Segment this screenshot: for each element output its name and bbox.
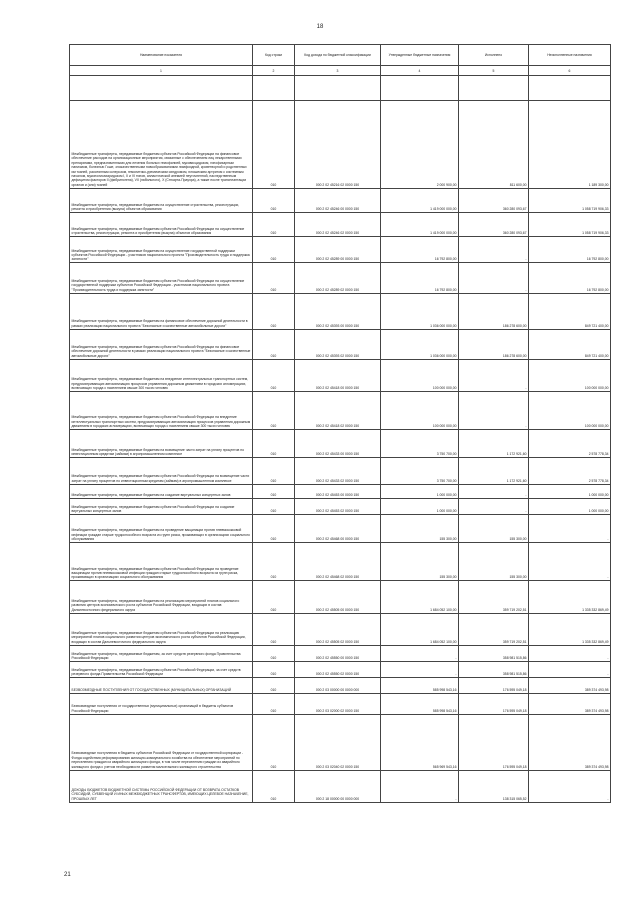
row-approved: 1 684 052 100,00 [381,581,459,613]
row-kbk: 000 2 02 45418 02 0000 150 [295,392,381,430]
row-executed: - [459,237,529,263]
row-approved: - [381,661,459,677]
row-kbk: 000 2 02 45433 02 0000 150 [295,458,381,484]
row-name: ДОХОДЫ БЮДЖЕТОВ БЮДЖЕТНОЙ СИСТЕМЫ РОССИЙСКОЙ ФЕДЕРАЦИИ ОТ ВОЗВРАТА ОСТАТКОВ СУБСИДИЙ, СУБВЕНЦИЙ И ИНЫХ МЕЖБЮДЖЕТНЫХ ТРАНСФЕРТОВ, ИМЕЮЩИХ ЦЕЛЕВОЕ НАЗНАЧЕНИЕ, ПРОШЛЫХ ЛЕТ [70,770,253,802]
row-kbk: 000 2 02 45505 02 0000 150 [295,613,381,645]
row-kbk: 000 2 03 00000 00 0000 000 [295,678,381,694]
row-executed: 360 280 093,67 [459,188,529,212]
row-name: Межбюджетные трансферты, передаваемые бюджетам субъектов Российской Федерации на реализацию мероприятий планов социального развития центров экономического роста субъектов Российской Федерации, входящих в состав Дальневосточного федерального округа [70,613,253,645]
row-code: 010 [253,212,295,236]
row-kbk: 000 2 02 45418 00 0000 150 [295,359,381,391]
row-approved: 1 000 000,00 [381,484,459,498]
row-kbk: 000 2 02 45246 02 0000 150 [295,212,381,236]
row-kbk: 000 2 02 45550 02 0000 150 [295,661,381,677]
row-remaining: 849 721 400,00 [529,293,611,329]
row-kbk: 000 2 02 45505 00 0000 150 [295,581,381,613]
table-row [70,645,611,661]
row-remaining: 1 000 000,00 [529,498,611,514]
row-remaining: 100 000 000,00 [529,392,611,430]
row-kbk: 000 2 18 00000 00 0000 000 [295,770,381,802]
row-approved: 100 000 000,00 [381,359,459,391]
row-approved: 1 419 000 000,00 [381,188,459,212]
row-remaining: 2 578 778,34 [529,430,611,458]
row-kbk: 000 2 02 45433 00 0000 150 [295,430,381,458]
row-code: 010 [253,100,295,188]
row-name: Безвозмездные поступления от государственных (муниципальных) организаций в бюджеты субъектов Российской Федерации [70,694,253,714]
row-kbk: 000 2 02 45468 02 0000 150 [295,543,381,581]
row-remaining: 100 000 000,00 [529,359,611,391]
row-code: 010 [253,498,295,514]
row-name: Межбюджетные трансферты, передаваемые бюджетам субъектов Российской Федерации на финансовое обеспечение дорожной деятельности в рамках реализации национального проекта "Безопасные и качественные автомобильные дороги" [70,329,253,359]
row-executed: 186 278 600,00 [459,329,529,359]
row-name: Межбюджетные трансферты, передаваемые бюджетам на возмещение части затрат на уплату процентов по инвестиционным кредитам (займам) в агропромышленном комплексе [70,430,253,458]
header-kbk: Код дохода по бюджетной классификации [295,45,381,66]
row-remaining: 16 792 800,00 [529,263,611,293]
row-code: 010 [253,613,295,645]
row-kbk: 000 2 02 45468 00 0000 150 [295,515,381,543]
row-executed: 1 172 921,60 [459,430,529,458]
row-remaining: 1 000 000,00 [529,484,611,498]
table-row [70,430,611,458]
row-remaining: 16 792 800,00 [529,237,611,263]
column-number: 2 [253,66,295,76]
table-row [70,714,611,770]
row-approved: 585 998 543,16 [381,694,459,714]
row-approved: 155 300,00 [381,543,459,581]
row-executed: 1 172 921,60 [459,458,529,484]
row-approved: 1 036 000 000,00 [381,329,459,359]
table-row [70,237,611,263]
row-executed: 176 595 049,18 [459,678,529,694]
row-code: 010 [253,237,295,263]
row-remaining: 389 374 493,98 [529,714,611,770]
row-approved: 1 036 000 000,00 [381,293,459,329]
row-name: Межбюджетные трансферты, передаваемые бюджетам субъектов Российской Федерации на проведение вакцинации против пневмококковой инфекции граждан старше трудоспособного возраста из групп риска, проживающих в организациях социального обслуживания [70,543,253,581]
header-row [70,45,611,66]
row-remaining: - [529,770,611,802]
row-remaining: 389 374 493,98 [529,678,611,694]
page-number: 18 [316,24,324,30]
row-code: 010 [253,188,295,212]
header-code: Код строки [253,45,295,66]
row-kbk: 000 2 02 45289 02 0000 150 [295,263,381,293]
row-executed: 176 595 049,18 [459,714,529,770]
row-executed: - [459,484,529,498]
row-code: 010 [253,770,295,802]
table-row [70,329,611,359]
row-executed: 811 600,00 [459,100,529,188]
column-number: 3 [295,66,381,76]
row-remaining: - [529,543,611,581]
table-row [70,263,611,293]
row-remaining: 2 578 778,34 [529,458,611,484]
column-number: 6 [529,66,611,76]
table-row [70,543,611,581]
row-name: Межбюджетные трансферты, передаваемые бюджетам на реализацию мероприятий планов социального развития центров экономического роста субъектов Российской Федерации, входящих в состав Дальневосточного федерального округа [70,581,253,613]
row-name: Межбюджетные трансферты, передаваемые бюджетам на осуществление строительства, реконструкции, ремонта и приобретения (выкупа) объектов образования [70,188,253,212]
row-approved: 16 792 800,00 [381,237,459,263]
table-row [70,293,611,329]
row-approved: 3 750 700,00 [381,430,459,458]
row-remaining: 849 721 400,00 [529,329,611,359]
row-executed: 176 595 049,18 [459,694,529,714]
row-code: 010 [253,263,295,293]
row-code: 010 [253,714,295,770]
row-approved: 100 000 000,00 [381,392,459,430]
row-executed: 155 300,00 [459,543,529,581]
row-remaining: 1 058 719 906,33 [529,188,611,212]
row-code: 010 [253,678,295,694]
row-kbk: 000 2 02 45550 00 0000 150 [295,645,381,661]
row-approved: 3 750 700,00 [381,458,459,484]
column-number-row [70,66,611,76]
table-row [70,458,611,484]
row-kbk: 000 2 02 45246 00 0000 150 [295,188,381,212]
row-executed: - [459,359,529,391]
row-executed: 358 981 515,86 [459,661,529,677]
row-kbk: 000 2 02 45453 00 0000 150 [295,484,381,498]
row-code: 010 [253,581,295,613]
row-kbk: 000 2 02 45393 00 0000 150 [295,293,381,329]
row-executed: 155 300,00 [459,515,529,543]
row-name: Межбюджетные трансферты, передаваемые бюджетам субъектов Российской Федерации на внедрение интеллектуальных транспортных систем, предусматривающих автоматизацию процессов управления дорожным движением в городских агломерациях, включающих города с населением свыше 300 тысяч человек [70,392,253,430]
row-executed: 359 719 202,51 [459,613,529,645]
row-executed: - [459,498,529,514]
row-remaining: 389 374 493,98 [529,694,611,714]
table-row [70,498,611,514]
row-name: Межбюджетные трансферты, передаваемые бюджетам на создание виртуальных концертных залов [70,484,253,498]
row-remaining: - [529,661,611,677]
row-name: Межбюджетные трансферты, передаваемые бюджетам на проведение вакцинации против пневмококковой инфекции граждан старше трудоспособного возраста из групп риска, проживающих в организациях социального обслуживания [70,515,253,543]
row-approved: 2 000 900,00 [381,100,459,188]
row-code: 010 [253,484,295,498]
table-body [70,76,611,803]
footer-page-number: 21 [64,872,71,878]
row-code: 010 [253,458,295,484]
row-approved: - [381,645,459,661]
column-number: 4 [381,66,459,76]
row-name: Межбюджетные трансферты, передаваемые бюджетам субъектов Российской Федерации на осуществление государственной поддержки субъектов Российской Федерации - участников национального проекта "Производительность труда и поддержка занятости" [70,263,253,293]
row-executed: - [459,263,529,293]
table-row [70,694,611,714]
row-code: 010 [253,661,295,677]
row-kbk: 000 2 02 45289 00 0000 150 [295,237,381,263]
row-executed: 358 981 515,86 [459,645,529,661]
row-remaining: - [529,645,611,661]
row-code: 010 [253,359,295,391]
row-kbk: 000 2 02 45453 02 0000 150 [295,498,381,514]
row-name: Межбюджетные трансферты, передаваемые бюджетам на финансовое обеспечение дорожной деятельности в рамках реализации национального проекта "Безопасные и качественные автомобильные дороги" [70,293,253,329]
row-name: Безвозмездные поступления в бюджеты субъектов Российской Федерации от государственной корпорации - Фонда содействия реформированию жилищно-коммунального хозяйства на обеспечение мероприятий по переселению граждан из аварийного жилищного фонда, в том числе переселению граждан из аварийного жилищного фонда с учетом необходимости развития малоэтажного жилищного строительства [70,714,253,770]
row-name: Межбюджетные трансферты, передаваемые бюджетам субъектов Российской Федерации, за счет средств резервного фонда Правительства Российской Федерации [70,661,253,677]
row-code: 010 [253,329,295,359]
table-row [70,484,611,498]
table-row [70,581,611,613]
row-remaining: 1 058 719 906,33 [529,212,611,236]
table-row [70,100,611,188]
row-name: Межбюджетные трансферты, передаваемые бюджетам субъектов Российской Федерации на создание виртуальных концертных залов [70,498,253,514]
row-remaining: - [529,515,611,543]
row-executed: - [459,392,529,430]
row-name: Межбюджетные трансферты, передаваемые бюджетам на внедрение интеллектуальных транспортных систем, предусматривающих автоматизацию процессов управления дорожным движением в городских агломерациях, включающих города с населением свыше 300 тысяч человек [70,359,253,391]
row-name: Межбюджетные трансферты, передаваемые бюджетам субъектов Российской Федерации на финансовое обеспечение расходов на организационные мероприятия, связанные с обеспечением лиц лекарственными препаратами, предназначенными для лечения больных гемофилией, муковисцидозом, гипофизарным нанизмом, болезнью Гоше, злокачественными новообразованиями лимфоидной, кроветворной и родственных им тканей, рассеянным склерозом, гемолитико-уремическим синдромом, юношеским артритом с системным началом, мукополисахаридозом I, II и VI типов, апластической анемией неуточненной, наследственным дефицитом факторов II (фибриногена), VII (лабильного), X (Стюарта-Прауэра), а также после трансплантации органов и (или) тканей [70,100,253,188]
table-row [70,770,611,802]
row-name: Межбюджетные трансферты, передаваемые бюджетам, за счет средств резервного фонда Правительства Российской Федерации [70,645,253,661]
header-remaining: Неисполненные назначения [529,45,611,66]
row-name: Межбюджетные трансферты, передаваемые бюджетам субъектов Российской Федерации на осуществление строительства, реконструкции, ремонта и приобретения (выкупа) объектов образования [70,212,253,236]
header-executed: Исполнено [459,45,529,66]
row-remaining: 1 335 332 869,49 [529,581,611,613]
row-executed: 359 719 202,51 [459,581,529,613]
row-approved: 1 000 000,00 [381,498,459,514]
header-approved: Утвержденные бюджетные назначения [381,45,459,66]
table-row [70,359,611,391]
row-approved: 1 419 000 000,00 [381,212,459,236]
row-approved: 585 998 543,16 [381,678,459,694]
header-name: Наименование показателя [70,45,253,66]
row-approved: 155 300,00 [381,515,459,543]
row-code: 010 [253,515,295,543]
row-executed: 186 278 600,00 [459,293,529,329]
row-approved: 16 792 800,00 [381,263,459,293]
row-kbk: 000 2 02 45216 02 0000 150 [295,100,381,188]
spacer-row [70,76,611,100]
row-executed: 138 315 065,52 [459,770,529,802]
row-approved: - [381,770,459,802]
table-row [70,212,611,236]
row-code: 010 [253,430,295,458]
revenue-report-table [69,44,611,803]
row-name: БЕЗВОЗМЕЗДНЫЕ ПОСТУПЛЕНИЯ ОТ ГОСУДАРСТВЕННЫХ (МУНИЦИПАЛЬНЫХ) ОРГАНИЗАЦИЙ [70,678,253,694]
row-name: Межбюджетные трансферты, передаваемые бюджетам на осуществление государственной поддержки субъектов Российской Федерации - участников национального проекта "Производительность труда и поддержка занятости" [70,237,253,263]
row-approved: 565 969 543,16 [381,714,459,770]
column-number: 1 [70,66,253,76]
row-name: Межбюджетные трансферты, передаваемые бюджетам субъектов Российской Федерации на возмещение части затрат на уплату процентов по инвестиционным кредитам (займам) в агропромышленном комплексе [70,458,253,484]
row-code: 010 [253,645,295,661]
table-row [70,392,611,430]
row-code: 010 [253,293,295,329]
row-code: 010 [253,694,295,714]
table-row [70,613,611,645]
table-row [70,515,611,543]
table-row [70,678,611,694]
row-code: 010 [253,543,295,581]
row-code: 010 [253,392,295,430]
row-approved: 1 684 052 100,00 [381,613,459,645]
row-kbk: 000 2 03 02040 02 0000 150 [295,714,381,770]
row-remaining: 1 335 332 869,49 [529,613,611,645]
row-kbk: 000 2 03 02000 02 0000 150 [295,694,381,714]
table-row [70,661,611,677]
row-kbk: 000 2 02 45393 02 0000 150 [295,329,381,359]
row-remaining: 1 189 300,00 [529,100,611,188]
row-executed: 360 280 093,67 [459,212,529,236]
column-number: 5 [459,66,529,76]
table-row [70,188,611,212]
